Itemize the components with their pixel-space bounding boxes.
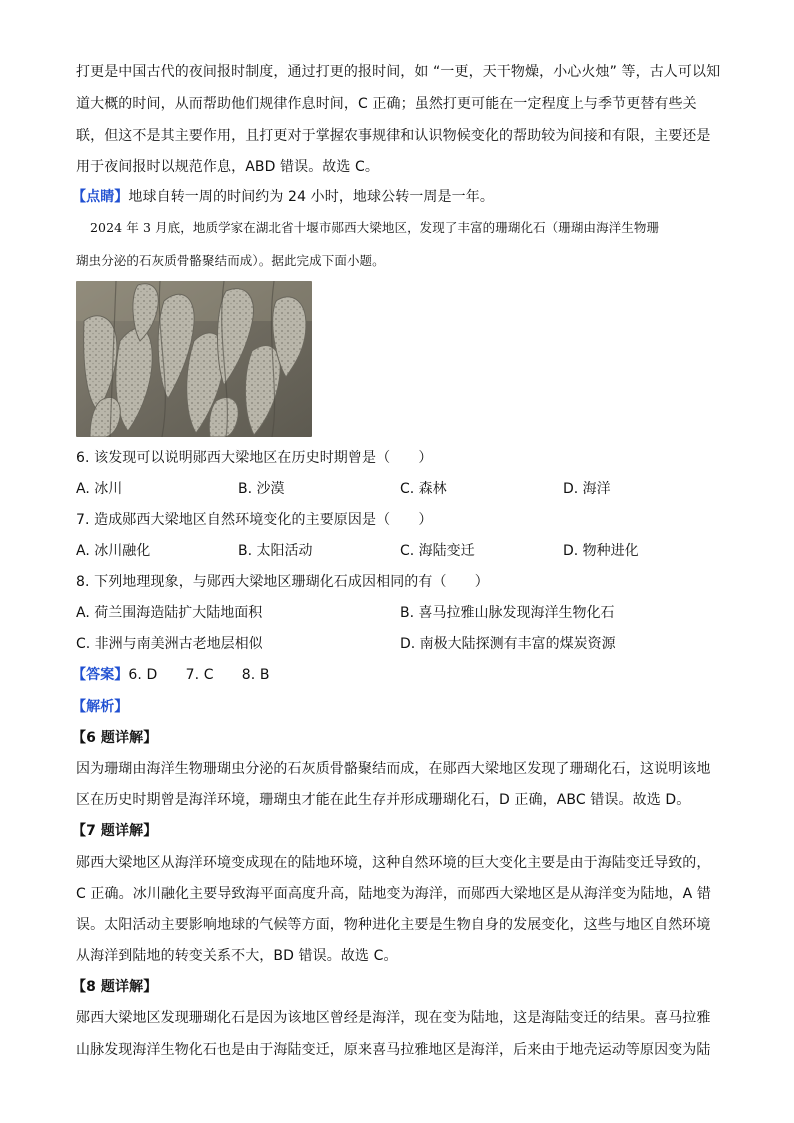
paragraph-line: 道大概的时间，从而帮助他们规律作息时间，C 正确；虽然打更可能在一定程度上与季节更替有些关 — [76, 96, 697, 112]
q7-option-b: B. 太阳活动 — [238, 543, 313, 559]
question-8-stem: 8. 下列地理现象，与郧西大梁地区珊瑚化石成因相同的有（ ） — [76, 574, 489, 590]
detail-6-line: 区在历史时期曾是海洋环境，珊瑚虫才能在此生存并形成珊瑚化石，D 正确，ABC 错误。故选 D。 — [76, 792, 691, 808]
detail-7-title: 【7 题详解】 — [72, 823, 158, 839]
paragraph-line: 打更是中国古代的夜间报时制度，通过打更的报时间，如 “一更，天干物燥，小心火烛” 等，古人可以知 — [76, 64, 721, 80]
detail-6-line: 因为珊瑚由海洋生物珊瑚虫分泌的石灰质骨骼聚结而成，在郧西大梁地区发现了珊瑚化石，这说明该地 — [76, 761, 711, 777]
answer-line — [72, 665, 722, 685]
detail-7-line: 郧西大梁地区从海洋环境变成现在的陆地环境，这种自然环境的巨大变化主要是由于海陆变迁导致的， — [76, 855, 711, 871]
detail-8-line: 郧西大梁地区发现珊瑚化石是因为该地区曾经是海洋，现在变为陆地，这是海陆变迁的结果。喜马拉雅 — [76, 1010, 711, 1026]
dianjing-text: 地球自转一周的时间约为 24 小时，地球公转一周是一年。 — [128, 189, 494, 205]
q6-option-d: D. 海洋 — [563, 481, 611, 497]
q6-option-a: A. 冰川 — [76, 481, 123, 497]
detail-8-title: 【8 题详解】 — [72, 979, 158, 995]
q7-option-d: D. 物种进化 — [563, 543, 639, 559]
q8-option-b: B. 喜马拉雅山脉发现海洋生物化石 — [400, 605, 615, 621]
q7-option-a: A. 冰川融化 — [76, 543, 151, 559]
question-7-stem: 7. 造成郧西大梁地区自然环境变化的主要原因是（ ） — [76, 512, 433, 528]
dianjing-line — [72, 187, 722, 207]
q8-option-c: C. 非洲与南美洲古老地层相似 — [76, 636, 263, 652]
detail-8-line: 山脉发现海洋生物化石也是由于海陆变迁，原来喜马拉雅地区是海洋，后来由于地壳运动等原因变为陆 — [76, 1042, 711, 1058]
detail-7-line: 从海洋到陆地的转变关系不大，BD 错误。故选 C。 — [76, 948, 398, 964]
q8-option-d: D. 南极大陆探测有丰富的煤炭资源 — [400, 636, 616, 652]
detail-7-line: C 正确。冰川融化主要导致海平面高度升高，陆地变为海洋，而郧西大梁地区是从海洋变为陆地，A 错 — [76, 886, 711, 902]
paragraph-line: 用于夜间报时以规范作息，ABD 错误。故选 C。 — [76, 159, 380, 175]
intro-line: 2024 年 3 月底，地质学家在湖北省十堰市郧西大梁地区，发现了丰富的珊瑚化石（珊瑚由海洋生物珊 — [90, 220, 660, 235]
intro-line: 瑚虫分泌的石灰质骨骼聚结而成）。据此完成下面小题。 — [76, 253, 385, 268]
q6-option-c: C. 森林 — [400, 481, 447, 497]
answer-tag: 【答案】 — [72, 667, 129, 683]
question-6-stem: 6. 该发现可以说明郧西大梁地区在历史时期曾是（ ） — [76, 450, 433, 466]
answer-text: 6. D 7. C 8. B — [128, 667, 270, 683]
q7-option-c: C. 海陆变迁 — [400, 543, 475, 559]
paragraph-line: 联，但这不是其主要作用，且打更对于掌握农事规律和认识物候变化的帮助较为间接和有限，主要还是 — [76, 128, 711, 144]
q6-option-b: B. 沙漠 — [238, 481, 285, 497]
q8-option-a: A. 荷兰围海造陆扩大陆地面积 — [76, 605, 263, 621]
coral-fossil-photo — [76, 281, 312, 437]
dianjing-tag: 【点睛】 — [72, 189, 129, 205]
detail-6-title: 【6 题详解】 — [72, 730, 158, 746]
analysis-tag: 【解析】 — [72, 699, 129, 715]
detail-7-line: 误。太阳活动主要影响地球的气候等方面，物种进化主要是生物自身的发展变化，这些与地区自然环境 — [76, 917, 711, 933]
